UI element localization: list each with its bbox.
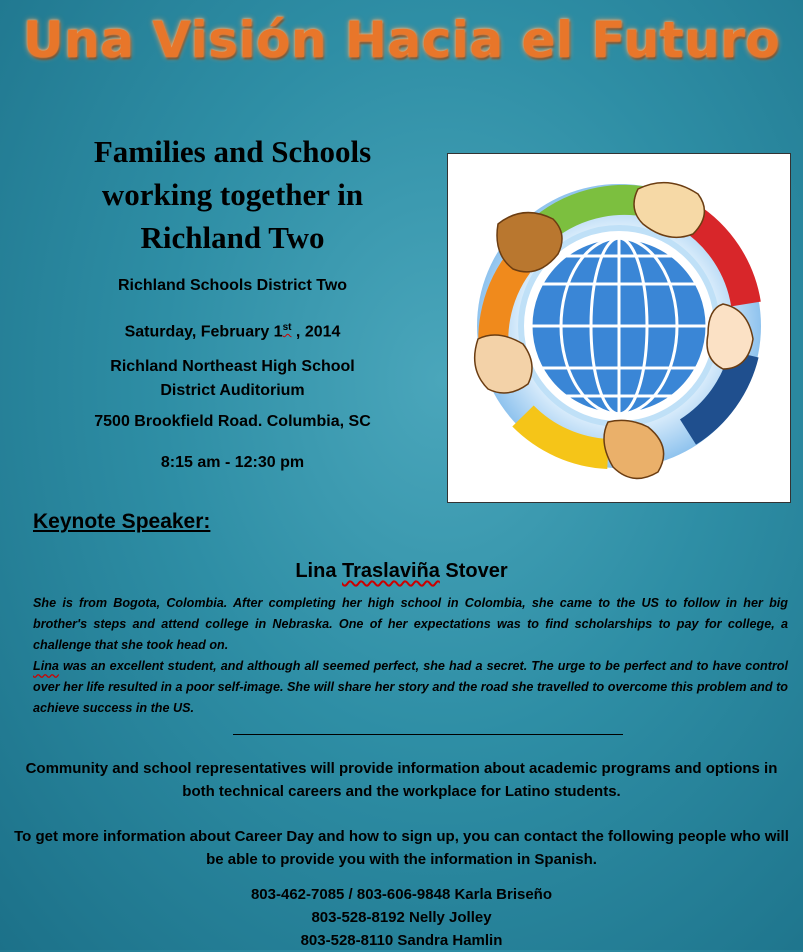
- bio-paragraph-2: Lina was an excellent student, and although all seemed perfect, she had a secret. The urge to be perfect and to have control over her life resulted in a poor self-image. She will share her story and the road she travelled to overcome this problem and to achieve success in the US.: [33, 659, 788, 715]
- event-headline: [40, 130, 425, 259]
- contact-item: 803-528-8110 Sandra Hamlin: [300, 932, 503, 949]
- speaker-name: Lina Traslaviña Stover: [295, 560, 508, 582]
- headline-line-3: Richland Two: [140, 220, 325, 255]
- event-date: Saturday, February 1st , 2014: [124, 322, 341, 341]
- hands-globe-logo: [447, 153, 791, 503]
- community-info: Community and school representatives will provide information about academic programs and options in both technical careers and the workplace for Latino students.: [25, 760, 778, 800]
- district-name: Richland Schools District Two: [117, 277, 348, 294]
- banner-title: Una Visión Hacia el Futuro: [22, 11, 781, 69]
- speaker-bio: [33, 593, 788, 719]
- contact-item: 803-462-7085 / 803-606-9848 Karla Briseño: [250, 886, 553, 903]
- section-divider: [233, 734, 623, 735]
- event-venue: [40, 355, 425, 403]
- event-time: 8:15 am - 12:30 pm: [160, 454, 305, 471]
- venue-line-1: Richland Northeast High School: [110, 358, 355, 375]
- venue-line-2: District Auditorium: [160, 382, 305, 399]
- hands-globe-icon: [448, 154, 790, 502]
- contact-intro: To get more information about Career Day and how to sign up, you can contact the following people who will be able to provide you with the information in Spanish.: [14, 828, 789, 868]
- contact-item: 803-528-8192 Nelly Jolley: [311, 909, 492, 926]
- headline-line-2: working together in: [101, 177, 364, 212]
- event-address: 7500 Brookfield Road. Columbia, SC: [94, 413, 371, 430]
- contact-list: [0, 883, 803, 952]
- keynote-heading: Keynote Speaker:: [33, 510, 211, 533]
- headline-line-1: Families and Schools: [93, 134, 372, 169]
- bio-paragraph-1: She is from Bogota, Colombia. After completing her high school in Colombia, she came to the US to follow in her big brother's steps and attend college in Nebraska. One of her expectations was to find scholarships to pay for college, a challenge that she took head on.: [33, 596, 788, 652]
